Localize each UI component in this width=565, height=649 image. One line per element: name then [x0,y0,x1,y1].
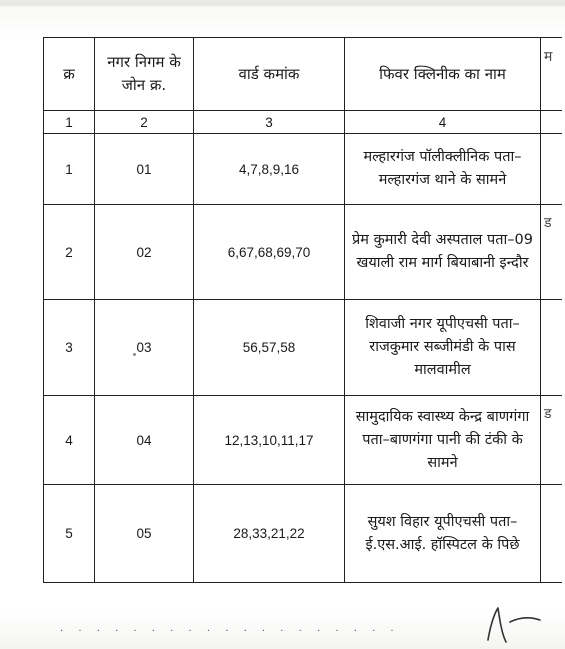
clinic-cell: सामुदायिक स्वास्थ्य केन्द्र बाणगंगा पता–बाणगंगा पानी की टंकी के सामने [345,396,541,485]
wards-cell: 56,57,58 [194,300,345,396]
wards-cell: 6,67,68,69,70 [194,205,345,300]
column-number: 4 [345,111,541,134]
wards-cell: 12,13,10,11,17 [194,396,345,485]
fever-clinic-table [43,37,562,583]
clipped-cell: ड [541,396,563,485]
table-row [44,485,563,583]
table-row [44,300,563,396]
zone-cell: 01 [95,134,194,205]
clipped-cell [541,300,563,396]
zone-cell: 02 [95,205,194,300]
zone-cell: 05 [95,485,194,583]
table-row [44,134,563,205]
column-number: 3 [194,111,345,134]
clinic-cell: प्रेम कुमारी देवी अस्पताल पता–09 खयाली राम मार्ग बियाबानी इन्दौर [345,205,541,300]
column-number: 2 [95,111,194,134]
column-number: 1 [44,111,95,134]
wards-cell: 4,7,8,9,16 [194,134,345,205]
header-clinic: फिवर क्लिनीक का नाम [345,38,541,111]
clinic-cell: मल्हारगंज पॉलीक्लीनिक पता–मल्हारगंज थाने के सामने [345,134,541,205]
sr-cell: 1 [44,134,95,205]
zone-cell: 04 [95,396,194,485]
sr-cell: 3 [44,300,95,396]
sr-cell: 4 [44,396,95,485]
column-number [541,111,563,134]
signature-mark [480,602,550,647]
clinic-cell: शिवाजी नगर यूपीएचसी पता–राजकुमार सब्जीमंडी के पास मालवामील [345,300,541,396]
table-row [44,396,563,485]
clipped-cell [541,134,563,205]
header-wards: वार्ड कमांक [194,38,345,111]
sr-cell: 5 [44,485,95,583]
wards-cell: 28,33,21,22 [194,485,345,583]
page-top-edge [0,0,565,6]
header-sr: क्र [44,38,95,111]
clinic-cell: सुयश विहार यूपीएचसी पता–ई.एस.आई. हॉस्पिटल के पिछे [345,485,541,583]
column-number-row [44,111,563,134]
stray-ink-dot [133,353,136,356]
clipped-cell [541,485,563,583]
header-row [44,38,563,111]
table-row [44,205,563,300]
header-zone: नगर निगम के जोन क्र. [95,38,194,111]
sr-cell: 2 [44,205,95,300]
illegible-footer-text: · · · · · · · · · · · · · · · · · · · [60,626,400,637]
zone-cell: 03 [95,300,194,396]
clipped-cell: ड [541,205,563,300]
header-clipped: म [541,38,563,111]
